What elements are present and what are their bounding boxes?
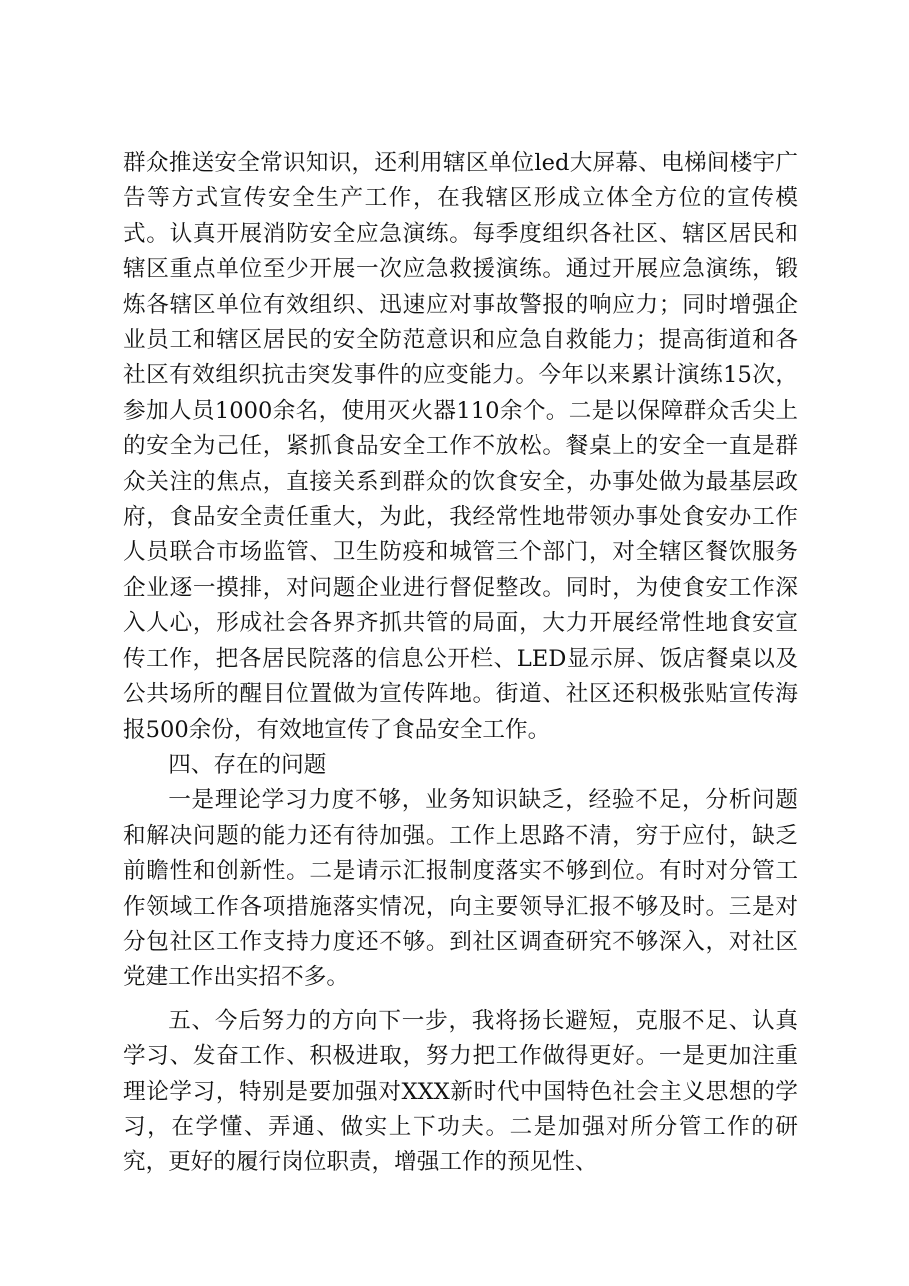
section-heading-existing-problems: 四、存在的问题 bbox=[168, 751, 327, 778]
paragraph-existing-problems: 一是理论学习力度不够，业务知识缺乏，经验不足，分析问题和解决问题的能力还有待加强。工作上思路不清，穷于应付，缺乏前瞻性和创新性。二是请示汇报制度落实不够到位。有时对分管工作领域工作各项措施落实情况，向主要领导汇报不够及时。三是对分包社区工作支持力度还不够。到社区调查研究不够深入，对社区党建工作出实招不多。 bbox=[123, 787, 798, 991]
paragraph-safety-and-food-work: 群众推送安全常识知识，还利用辖区单位led大屏幕、电梯间楼宇广告等方式宣传安全生产工作，在我辖区形成立体全方位的宣传模式。认真开展消防安全应急演练。每季度组织各社区、辖区居民和辖区重点单位至少开展一次应急救援演练。通过开展应急演练，锻炼各辖区单位有效组织、迅速应对事故警报的响应力；同时增强企业员工和辖区居民的安全防范意识和应急自救能力；提高街道和各社区有效组织抗击突发事件的应变能力。今年以来累计演练15次，参加人员1000余名，使用灭火器110余个。二是以保障群众舌尖上的安全为己任，紧抓食品安全工作不放松。餐桌上的安全一直是群众关注的焦点，直接关系到群众的饮食安全，办事处做为最基层政府，食品安全责任重大，为此，我经常性地带领办事处食安办工作人员联合市场监管、卫生防疫和城管三个部门，对全辖区餐饮服务企业逐一摸排，对问题企业进行督促整改。同时，为使食安工作深入人心，形成社会各界齐抓共管的局面，大力开展经常性地食安宣传工作，把各居民院落的信息公开栏、LED显示屏、饭店餐桌以及公共场所的醒目位置做为宣传阵地。街道、社区还积极张贴宣传海报500余份，有效地宣传了食品安全工作。 bbox=[123, 150, 798, 743]
document-body bbox=[123, 146, 798, 1181]
paragraph-future-direction: 五、今后努力的方向下一步，我将扬长避短，克服不足、认真学习、发奋工作、积极进取，努力把工作做得更好。一是更加注重理论学习，特别是要加强对XXX新时代中国特色社会主义思想的学习，在学懂、弄通、做实上下功夫。二是加强对所分管工作的研究，更好的履行岗位职责，增强工作的预见性、 bbox=[123, 1007, 798, 1176]
